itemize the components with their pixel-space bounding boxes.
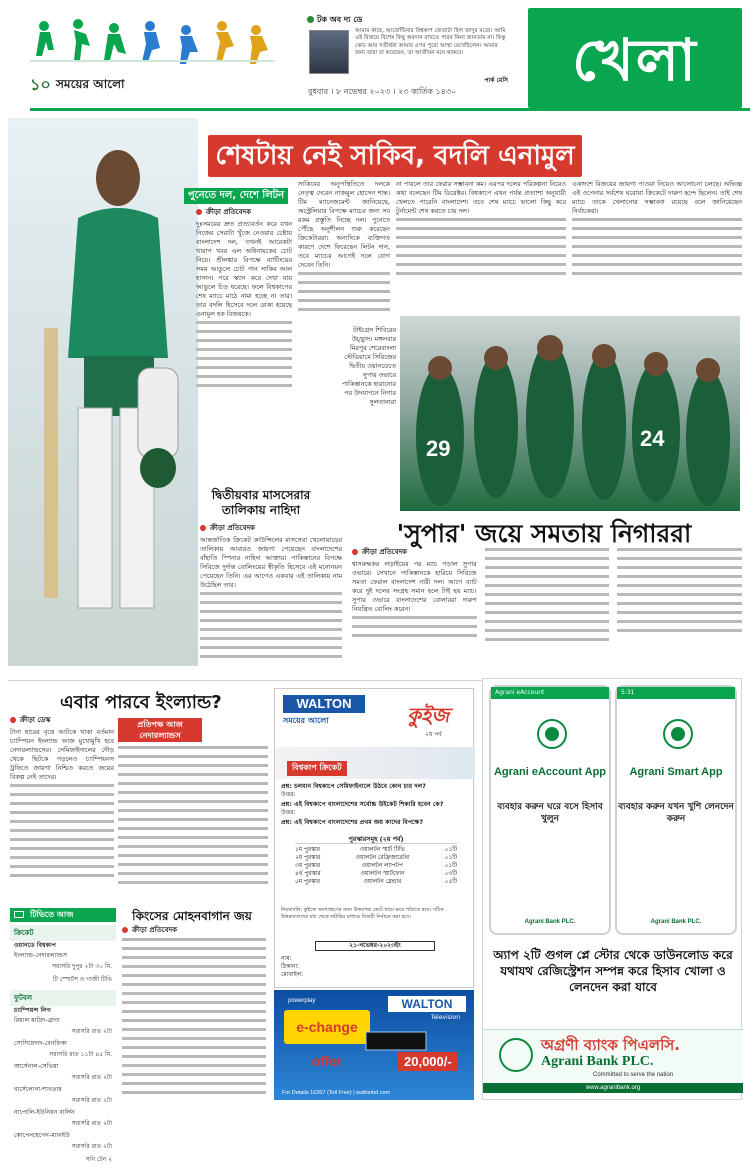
prize-count: ০১টি bbox=[444, 863, 457, 869]
nahida-byline: ক্রীড়া প্রতিবেদক bbox=[200, 524, 342, 533]
nigar-headline: 'সুপার' জয়ে সমতায় নিগাররা bbox=[396, 519, 692, 548]
tv-item-time: সরাসরি দুপুর ২টা ৩০ মি. bbox=[52, 963, 112, 970]
prize-count: ০১টি bbox=[444, 855, 457, 861]
nahida-text: আন্তর্জাতিক ক্রিকেট কাউন্সিলের মাসসেরা খেলোয়াড়ের তালিকায় আবারও জায়গা পেয়েছেন বাংলাদেশের বাঁহাতি স্পিনার নাহিদা আক্তার। পাকিস্তানের বিপক্ষে সিরিজে দুর্দান্ত বোলিংয়ের স্বীকৃতি হিসেবে এই মনোনয়ন পেয়েছেন তিনি। এর আগেও একবার এই তালিকায় নাম উঠেছিল তার। bbox=[200, 536, 342, 589]
tv-item-time: টি স্পোর্টস ও গাজী টিভি bbox=[52, 976, 112, 983]
walton-tv-ad bbox=[274, 990, 474, 1100]
cricketer-figure-icon bbox=[38, 138, 178, 638]
quiz-question-text: প্রশ্ন: এই বিশ্বকাপে বাংলাদেশের প্রথম জয় কাদের বিপক্ষে? bbox=[281, 819, 424, 826]
tv-section-cricket: ক্রিকেট bbox=[10, 925, 116, 941]
masthead-rule bbox=[30, 108, 750, 111]
lead-text-1: দুঃসময়ের দ্রুত প্রত্যাবর্তন করে যখন নিজের সেরাটা খুঁজে নেওয়ার চেষ্টায় বাংলাদেশ দল, তখনই আরেকটা খারাপ খবর এল অধিনায়কের চোট নিয়ে। শ্রীলঙ্কার বিপক্ষে ব্যাটিংয়ের সময় আঙুলে চোট পান সাকিব আল হাসান। পরে স্ক্যান করে দেখা যায় আঙুলে চিড় ধরেছে। ফলে বিশ্বকাপের শেষ ম্যাচে মাঠে নামা হচ্ছে না তার। তার বদলি হিসেবে দলে ডাকা হয়েছে এনামুল হক বিজয়কে। bbox=[196, 220, 292, 318]
tv-item bbox=[10, 1131, 116, 1141]
tv-item-label: সোসিয়েদাদ-বেনফিকা bbox=[14, 1040, 67, 1047]
quiz-cup-label: বিশ্বকাপ ক্রিকেট bbox=[287, 761, 347, 776]
tv-schedule-title: টিভিতে আজ bbox=[30, 910, 74, 919]
prize-row bbox=[295, 846, 457, 854]
nahida-story bbox=[200, 524, 342, 674]
tv-item bbox=[10, 951, 116, 961]
tv-item-time: সরাসরি রাত ২টা bbox=[71, 1074, 112, 1081]
tv-item bbox=[10, 1085, 116, 1095]
prize-row bbox=[295, 854, 457, 862]
phone-eaccount bbox=[489, 685, 611, 935]
offer-amount: 20,000/- bbox=[398, 1052, 458, 1071]
quiz-rules: নিয়মাবলি: কুইজে অংশগ্রহণের জন্য উত্তরপত্র কেটে খামে ভরে পাঠাতে হবে। সঠিক উত্তরদাতাদের মধ্য থেকে লটারির মাধ্যমে বিজয়ী নির্বাচন করা হবে। bbox=[281, 907, 444, 920]
tv-section-football: ফুটবল bbox=[10, 990, 116, 1006]
phone-smart-app bbox=[615, 685, 737, 935]
offer-badge: e-change offer bbox=[284, 1010, 370, 1044]
lead-text-4: একাদশে বিজয়ের জায়গা পাওয়া নিয়েও আলোচনা চলছে। অভিজ্ঞ এই ওপেনার সর্বশেষ ঘরোয়া ক্রিকেটে দারুণ ছন্দে ছিলেন। তাই শেষ ম্যাচে তাকে খেলানোর সম্ভাবনা রয়েছে বলে জানিয়েছেন নির্বাচকরা। bbox=[572, 180, 742, 215]
quiz-title: কুইজ bbox=[407, 703, 450, 727]
prize-item: ওয়ালটন স্মার্ট টিভি bbox=[359, 847, 405, 853]
tv-item bbox=[10, 1108, 116, 1118]
columnist-photo bbox=[309, 30, 349, 74]
nigar-text: শ্বাসরুদ্ধকর লড়াইয়ের পর ম্যাচ গড়াল সুপার ওভারে। সেখানে পাকিস্তানকে হারিয়ে সিরিজে সমতা ফেরাল বাংলাদেশ নারী দল। আগে ব্যাট করে দুই দলের সংগ্রহ সমান হলে টাই হয় ম্যাচ। সুপার ওভারে বাংলাদেশের বোলাররা দারুণ নিয়ন্ত্রিত বোলিং করেন। bbox=[352, 560, 477, 613]
text-filler bbox=[118, 746, 268, 884]
celebrating-players-icon bbox=[400, 316, 740, 511]
app-name: Agrani Smart App bbox=[629, 766, 723, 778]
tv-item-label: নাপোলি-ইউনিয়ন বার্লিন bbox=[14, 1109, 75, 1116]
tv-schedule bbox=[10, 908, 116, 1163]
tv-item bbox=[10, 941, 116, 951]
walton-tv-logo: WALTON bbox=[388, 996, 466, 1012]
svg-text:29: 29 bbox=[426, 436, 451, 461]
lead-text-2: সাকিবের অনুপস্থিতিতে দলকে নেতৃত্ব দেবেন নাজমুল হোসেন শান্ত। টিম ম্যানেজমেন্ট জানিয়েছে, অস্ট্রেলিয়ার বিপক্ষে ম্যাচের জন্য সব রকম প্রস্তুতি নিচ্ছে দল। পুনেতে পৌঁছে অনুশীলন শুরু করেছেন ক্রিকেটাররা। অন্যদিকে ব্যক্তিগত কারণে দেশে ফিরেছেন লিটন দাস, তবে ম্যাচের আগেই দলে যোগ দেবেন তিনি। bbox=[298, 180, 390, 269]
england-text: টানা হারের বৃত্তে আটকে থাকা বর্তমান চ্যাম্পিয়ন ইংল্যান্ড আজ মুখোমুখি হবে নেদারল্যান্ডসের। সেমিফাইনালের দৌড় থেকে ছিটকে পড়লেও চ্যাম্পিয়নস ট্রফিতে জায়গা নিশ্চিত করতে জয়ের বিকল্প নেই তাদের। bbox=[10, 728, 114, 781]
tv-icon bbox=[14, 911, 24, 918]
sports-silhouettes-icon bbox=[30, 16, 275, 68]
tv-item-label: ইংল্যান্ড-নেদারল্যান্ডস bbox=[14, 952, 68, 959]
lead-column-4 bbox=[572, 180, 742, 312]
nigar-photo-caption: টাইগ্রেস শিবিরের উচ্ছ্বাস। মঙ্গলবার মিরপুর শেরেবাংলা স্টেডিয়ামে সিরিজের দ্বিতীয় ওয়ানডেতে সুপার ওভারে পাকিস্তানকে হারানোর পর উদযাপনে নিগার সুলতানারা bbox=[341, 326, 396, 406]
tv-item-time: সরাসরি রাত ২টা bbox=[71, 1143, 112, 1150]
form-address-label: ঠিকানা: bbox=[281, 963, 300, 970]
prize-row bbox=[295, 878, 457, 886]
tv-item bbox=[10, 1006, 116, 1016]
offer-subtitle: powerplay bbox=[288, 998, 316, 1004]
app-tagline: ব্যবহার করুন যখন খুশি লেনদেন করুন bbox=[618, 802, 734, 824]
england-column-1 bbox=[10, 716, 114, 902]
phone-status-bar: Agrani eAccount bbox=[491, 687, 609, 699]
masthead bbox=[0, 0, 750, 112]
section-logo bbox=[528, 8, 742, 108]
text-filler bbox=[200, 592, 342, 658]
prize-count: ০৫টি bbox=[444, 879, 457, 885]
text-filler bbox=[298, 272, 390, 311]
lead-text-3: না পারলে তার ফেরার সম্ভাবনা কম। এরপর দলের পরিকল্পনা নিয়েও কথা বলেছেন টিম ডিরেক্টর। বিশ্বকাপে এখন পর্যন্ত প্রত্যাশা অনুযায়ী খেলতে পারেনি বাংলাদেশ। তবে শেষ ম্যাচে ভালো কিছু করে টুর্নামেন্ট শেষ করতে চায় দল। bbox=[396, 180, 566, 215]
quiz-question-1 bbox=[281, 783, 469, 799]
bank-emblem-icon bbox=[663, 719, 693, 749]
date-line: বুধবার । ৮ নভেম্বর ২০২৩ । ২৩ কার্তিক ১৪৩০ bbox=[308, 87, 457, 96]
england-column-2 bbox=[118, 746, 268, 902]
tv-item-label: ওয়ানডে বিশ্বকাপ bbox=[14, 942, 56, 949]
bank-emblem-icon bbox=[537, 719, 567, 749]
bank-instructions: অ্যাপ ২টি গুগল প্লে স্টোর থেকে ডাউনলোড করে যথাযথ রেজিস্ট্রেশন সম্পন্ন করে হিসাব খোলা ও লেনদেন করা যাবে bbox=[493, 948, 733, 994]
walton-quiz-ad bbox=[274, 688, 474, 988]
tv-item bbox=[10, 1039, 116, 1049]
quiz-question-3 bbox=[281, 819, 469, 827]
talk-of-the-day bbox=[305, 14, 510, 82]
bank-brand-band bbox=[483, 1029, 743, 1093]
kings-story bbox=[122, 926, 266, 1098]
phone-bank-name: Agrani Bank PLC. bbox=[524, 919, 576, 925]
prize-rank: ৩য় পুরস্কার bbox=[295, 863, 321, 869]
agrani-bank-ad bbox=[482, 678, 742, 1100]
lead-kicker: পুনেতে দল, দেশে লিটন bbox=[184, 188, 288, 204]
prize-item: ওয়ালটন রেফ্রিজারেটর bbox=[355, 855, 410, 861]
form-name-label: নাম: bbox=[281, 955, 292, 962]
prize-rank: ১ম পুরস্কার bbox=[295, 847, 320, 853]
quiz-question-2 bbox=[281, 801, 469, 817]
tv-item-time: সরাসরি রাত ২টা bbox=[71, 1028, 112, 1035]
women-team-photo bbox=[400, 316, 740, 511]
prize-rank: ৪র্থ পুরস্কার bbox=[295, 871, 321, 877]
prize-title: পুরস্কারসমূহ (২য় পর্ব) bbox=[295, 835, 457, 844]
prize-count: ০১টি bbox=[444, 847, 457, 853]
tv-item-label: চ্যাম্পিয়ন্স লিগ bbox=[14, 1007, 51, 1014]
lead-headline: শেষটায় নেই সাকিব, বদলি এনামুল bbox=[208, 135, 582, 177]
tv-item bbox=[10, 1062, 116, 1072]
quiz-answer-label: উত্তর: bbox=[281, 791, 296, 798]
prize-rank: ২য় পুরস্কার bbox=[295, 855, 321, 861]
nigar-byline: ক্রীড়া প্রতিবেদক bbox=[352, 548, 477, 557]
form-phone-label: মোবাইল: bbox=[281, 971, 304, 978]
tv-item-time: সরাসরি রাত ২টা bbox=[71, 1120, 112, 1127]
prize-table bbox=[295, 835, 457, 886]
england-headline: এবার পারবে ইংল্যান্ড? bbox=[60, 692, 222, 713]
kings-byline: ক্রীড়া প্রতিবেদক bbox=[122, 926, 266, 935]
lead-column-1 bbox=[196, 208, 292, 480]
column-tag: টক অব দ্য ডে bbox=[305, 14, 510, 27]
agrani-logo-icon bbox=[499, 1038, 533, 1072]
tv-item bbox=[10, 1016, 116, 1026]
app-tagline: ব্যবহার করুন ঘরে বসে হিসাব খুলুন bbox=[497, 802, 603, 824]
walton-tv-footer: For Details 16267 (Toll Free) | waltonbd.com bbox=[282, 1090, 391, 1096]
walton-tv-subtitle: Television bbox=[430, 1014, 460, 1021]
app-name: Agrani eAccount App bbox=[493, 766, 607, 778]
bank-name-bangla: অগ্রণী ব্যাংক পিএলসি. bbox=[541, 1036, 680, 1054]
walton-logo: WALTON bbox=[283, 695, 365, 713]
lead-byline: ক্রীড়া প্রতিবেদক bbox=[196, 208, 292, 217]
prize-count: ০৩টি bbox=[444, 871, 457, 877]
kings-headline: কিংসের মোহনবাগান জয় bbox=[132, 909, 252, 923]
quiz-subtitle: ২য় পর্ব bbox=[425, 731, 442, 738]
tv-item-time: সরাসরি রাত ২টা bbox=[71, 1097, 112, 1104]
tv-item-time: সরাসরি রাত ১১টা ৪৫ মি. bbox=[49, 1051, 112, 1058]
text-filler bbox=[196, 321, 292, 387]
quiz-question-text: প্রশ্ন: চলমান বিশ্বকাপে সেমিফাইনালে উঠবে কোন চার দল? bbox=[281, 783, 426, 790]
phone-bank-name: Agrani Bank PLC. bbox=[650, 919, 702, 925]
tv-item-label: বার্সেলোনা-শাখতার bbox=[14, 1086, 62, 1093]
lead-column-2 bbox=[298, 180, 390, 320]
quiz-form bbox=[281, 955, 469, 979]
column-author: পার্ক মেসি bbox=[484, 77, 508, 84]
shakib-photo bbox=[8, 118, 198, 666]
bank-motto: Committed to serve the nation bbox=[593, 1072, 674, 1078]
prize-rank: ৫ম পুরস্কার bbox=[295, 879, 320, 885]
tv-schedule-header bbox=[10, 908, 116, 922]
prize-item: ওয়ালটন স্মার্টফোন bbox=[360, 871, 405, 877]
tv-item-label: কোপেনহেগেন-ম্যানইউ bbox=[14, 1132, 70, 1139]
nahida-headline: দ্বিতীয়বার মাসসেরার তালিকায় নাহিদা bbox=[211, 488, 311, 517]
text-filler bbox=[572, 218, 742, 275]
text-filler bbox=[396, 218, 566, 275]
section-title: খেলা bbox=[572, 26, 698, 94]
quiz-answer-label: উত্তর: bbox=[281, 809, 296, 816]
column-text: আমার কাছে, আর্জেন্টিনার বিশ্বকাপ জেতাটা ছিল জাদুর মতো। আমি এই বিজয়ে বিশেষ কিছু অবদান রাখতে পারব কিনা জানতাম না। কিন্তু কোচ আর সতীর্থরা আমার ওপর পুরো আস্থা রেখেছিলেন। আমার জন্য তারা যা করেছেন, তা আজীবন মনে থাকবে। bbox=[355, 28, 506, 57]
prize-item: ওয়ালটন ব্লেন্ডার bbox=[363, 879, 402, 885]
tv-item-label: রিয়াল মাদ্রিদ-ব্রাগা bbox=[14, 1017, 60, 1024]
quiz-deadline: ২১-নভেম্বর-২০২৩ইং bbox=[315, 941, 435, 951]
prize-row bbox=[295, 862, 457, 870]
svg-text:24: 24 bbox=[640, 426, 665, 451]
lead-column-3 bbox=[396, 180, 566, 312]
bank-name-english: Agrani Bank PLC. bbox=[541, 1054, 654, 1069]
england-byline: ক্রীড়া ডেস্ক bbox=[10, 716, 114, 725]
phone-status-bar: 5:31 bbox=[617, 687, 735, 699]
text-filler bbox=[122, 938, 266, 1094]
text-filler bbox=[10, 784, 114, 877]
prize-item: ওয়ালটন ল্যাপটপ bbox=[361, 863, 403, 869]
tv-channel: সনি টেন ২ bbox=[85, 1156, 112, 1163]
paper-name: সময়ের আলো bbox=[56, 77, 125, 91]
preview-tag: প্রতিপক্ষ আজ নেদারল্যান্ডস bbox=[118, 718, 202, 742]
prize-row bbox=[295, 870, 457, 878]
television-icon bbox=[364, 1030, 464, 1052]
quiz-question-text: প্রশ্ন: এই বিশ্বকাপে বাংলাদেশের সর্বোচ্চ উইকেট শিকারি হবেন কে? bbox=[281, 801, 444, 808]
page-number: ১০ bbox=[30, 75, 51, 94]
tv-item-label: আর্সেনাল-সেভিয়া bbox=[14, 1063, 59, 1070]
quiz-paper-name: সময়ের আলো bbox=[283, 716, 329, 725]
bank-website[interactable]: www.agranibank.org bbox=[483, 1083, 743, 1093]
nigar-story bbox=[352, 548, 742, 676]
